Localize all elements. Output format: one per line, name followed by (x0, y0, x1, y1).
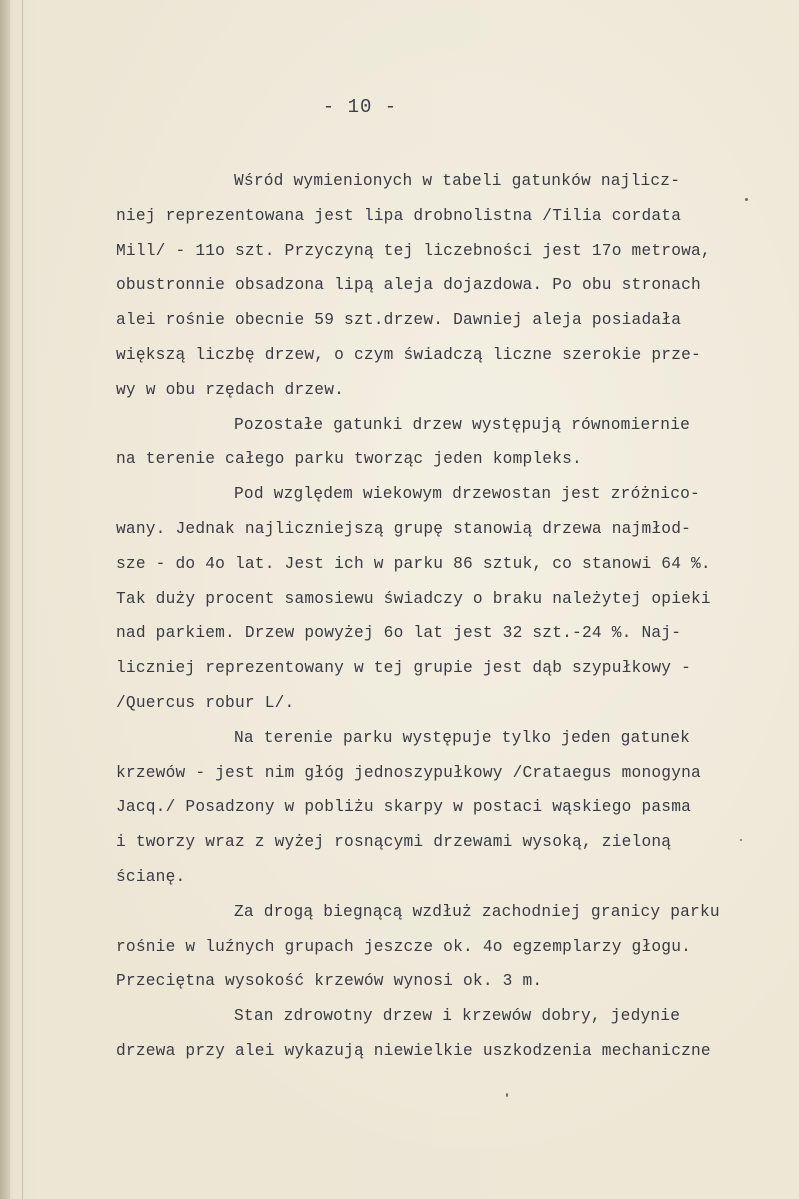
text-line: liczniej reprezentowany w tej grupie jest dąb szypułkowy - (116, 659, 692, 678)
binding-fold-line (22, 0, 23, 1199)
text-line: na terenie całego parku tworząc jeden kompleks. (116, 450, 582, 469)
text-line: wany. Jednak najliczniejszą grupę stanowią drzewa najmłod- (116, 519, 692, 538)
binding-edge (0, 0, 10, 1199)
text-line: Za drogą biegnącą wzdłuż zachodniej granicy parku (234, 902, 720, 921)
ink-speck (745, 198, 748, 201)
text-line: wy w obu rzędach drzew. (116, 380, 345, 399)
text-line: Wśród wymienionych w tabeli gatunków najlicz- (234, 172, 681, 190)
text-line: Przeciętna wysokość krzewów wynosi ok. 3 m. (116, 972, 543, 991)
ink-speck (506, 1093, 508, 1097)
text-line: niej reprezentowana jest lipa drobnolistna /Tilia cordata (116, 206, 682, 225)
text-line: Na terenie parku występuje tylko jeden gatunek (234, 728, 691, 747)
text-line: sze - do 4o lat. Jest ich w parku 86 sztuk, co stanowi 64 %. (116, 554, 711, 573)
text-line: Jacq./ Posadzony w pobliżu skarpy w postaci wąskiego pasma (116, 798, 692, 817)
text-line: Stan zdrowotny drzew i krzewów dobry, jedynie (234, 1007, 681, 1026)
text-line: Pozostałe gatunki drzew występują równomiernie (234, 415, 691, 434)
text-line: drzewa przy alei wykazują niewielkie uszkodzenia mechaniczne (116, 1041, 711, 1060)
text-line: ścianę. (116, 867, 186, 886)
text-line: Tak duży procent samosiewu świadczy o braku należytej opieki (116, 589, 711, 608)
text-line: Pod względem wiekowym drzewostan jest zróżnico- (234, 485, 700, 504)
text-line: rośnie w luźnych grupach jeszcze ok. 4o egzemplarzy głogu. (116, 937, 692, 956)
text-line: krzewów - jest nim głóg jednoszypułkowy /Crataegus monogyna (116, 763, 701, 782)
text-line: /Quercus robur L/. (116, 693, 295, 712)
text-line: nad parkiem. Drzew powyżej 6o lat jest 32 szt.-24 %. Naj- (116, 624, 682, 643)
text-line: obustronnie obsadzona lipą aleja dojazdowa. Po obu stronach (116, 276, 701, 295)
text-line: Mill/ - 11o szt. Przyczyną tej liczebności jest 17o metrowa, (116, 241, 711, 260)
text-line: i tworzy wraz z wyżej rosnącymi drzewami wysoką, zieloną (116, 833, 672, 852)
body-text (116, 164, 766, 1069)
text-line: większą liczbę drzew, o czym świadczą liczne szerokie prze- (116, 345, 701, 364)
ink-speck (740, 839, 742, 841)
page-number: - 10 - (322, 96, 398, 118)
text-line: alei rośnie obecnie 59 szt.drzew. Dawniej aleja posiadała (116, 311, 682, 330)
